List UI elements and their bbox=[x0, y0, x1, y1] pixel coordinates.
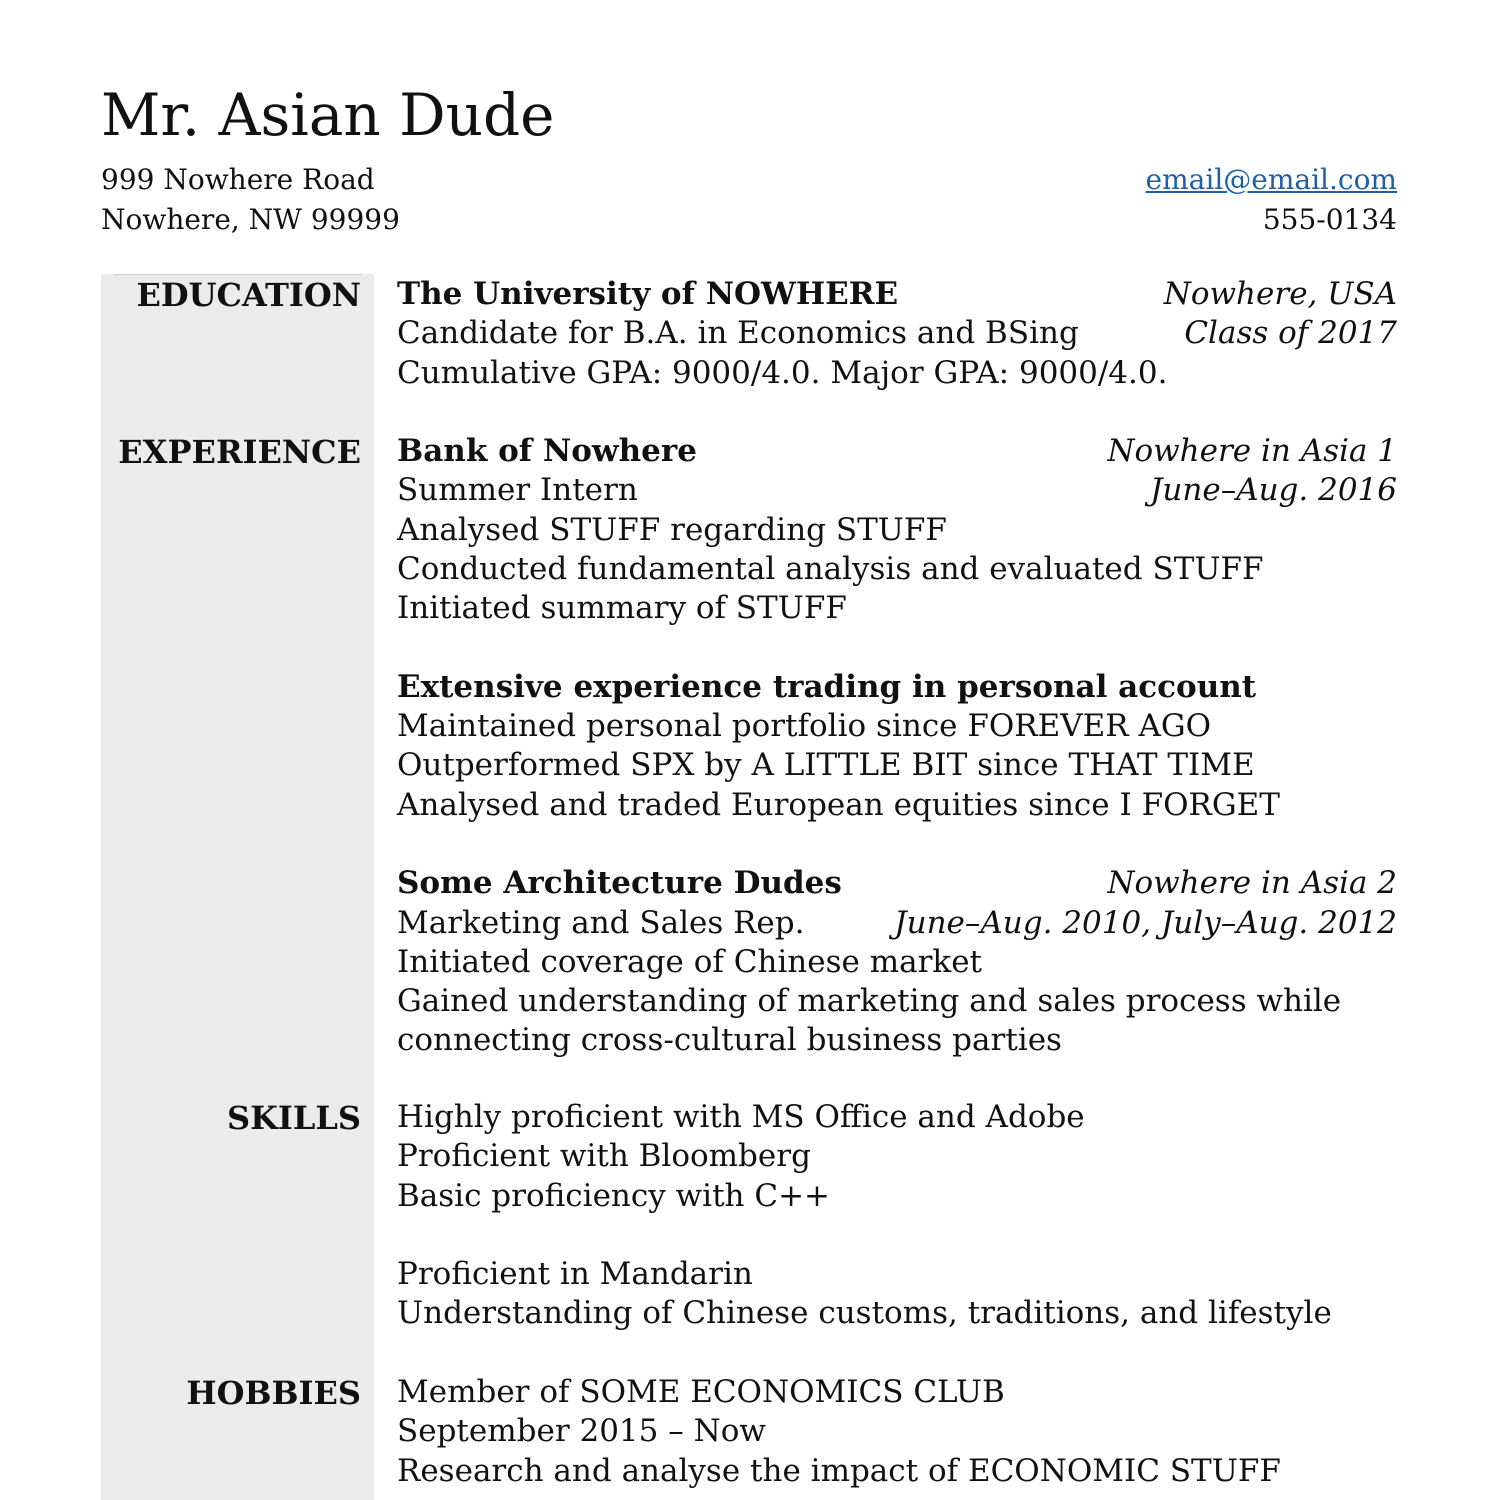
job-bullet: Initiated coverage of Chinese market bbox=[397, 943, 983, 980]
skill-item: Basic proficiency with C++ bbox=[397, 1177, 831, 1214]
hobby-item: September 2015 – Now bbox=[397, 1413, 766, 1450]
gpa: Cumulative GPA: 9000/4.0. Major GPA: 9000/4.0. bbox=[397, 354, 1168, 391]
job-bullet: Initiated summary of STUFF bbox=[397, 590, 847, 627]
job-location: Nowhere in Asia 1 bbox=[1107, 433, 1397, 469]
education-section bbox=[397, 275, 1397, 393]
skill-item: Understanding of Chinese customs, traditions, and lifestyle bbox=[397, 1295, 1332, 1332]
job-role: Marketing and Sales Rep. bbox=[397, 904, 805, 941]
job-location: Nowhere in Asia 2 bbox=[1107, 865, 1397, 902]
address-line-1: 999 Nowhere Road bbox=[101, 163, 375, 196]
job-company: Bank of Nowhere bbox=[397, 433, 697, 469]
job-bullet: Analysed STUFF regarding STUFF bbox=[397, 511, 947, 548]
education-heading: EDUCATION bbox=[136, 276, 361, 314]
class-year: Class of 2017 bbox=[1184, 315, 1397, 352]
job-bullet: Maintained personal portfolio since FOREVER AGO bbox=[397, 708, 1212, 745]
school-name: The University of NOWHERE bbox=[397, 276, 899, 312]
hobby-item: Member of SOME ECONOMICS CLUB bbox=[397, 1374, 1005, 1410]
hobby-item: Research and analyse the impact of ECONOMIC STUFF bbox=[397, 1452, 1281, 1489]
contact-block bbox=[1146, 160, 1397, 240]
job-bullet: Outperformed SPX by A LITTLE BIT since THAT TIME bbox=[397, 747, 1255, 784]
job-dates: June–Aug. 2010, July–Aug. 2012 bbox=[894, 904, 1397, 941]
skills-heading: SKILLS bbox=[227, 1099, 361, 1137]
job-bullet: connecting cross-cultural business parties bbox=[397, 1022, 1062, 1059]
job-dates: June–Aug. 2016 bbox=[1149, 472, 1397, 509]
address-line-2: Nowhere, NW 99999 bbox=[101, 203, 400, 236]
address-block bbox=[101, 160, 400, 240]
job-bullet: Gained understanding of marketing and sales process while bbox=[397, 983, 1342, 1020]
degree: Candidate for B.A. in Economics and BSing bbox=[397, 315, 1079, 352]
skills-section bbox=[397, 1098, 1397, 1334]
job-bullet: Analysed and traded European equities since I FORGET bbox=[397, 786, 1280, 823]
skill-item: Highly proficient with MS Office and Adobe bbox=[397, 1099, 1085, 1135]
job-role: Summer Intern bbox=[397, 472, 638, 509]
hobbies-heading: HOBBIES bbox=[186, 1374, 361, 1412]
phone-number: 555-0134 bbox=[1262, 203, 1397, 236]
skill-item: Proficient with Bloomberg bbox=[397, 1138, 811, 1175]
experience-heading: EXPERIENCE bbox=[118, 433, 361, 471]
job-company: Extensive experience trading in personal account bbox=[397, 668, 1257, 705]
candidate-name: Mr. Asian Dude bbox=[101, 81, 555, 149]
hobbies-section bbox=[397, 1373, 1397, 1491]
experience-section bbox=[397, 432, 1397, 1061]
job-bullet: Conducted fundamental analysis and evaluated STUFF bbox=[397, 550, 1264, 587]
job-company: Some Architecture Dudes bbox=[397, 865, 842, 902]
skill-item: Proficient in Mandarin bbox=[397, 1256, 753, 1293]
school-location: Nowhere, USA bbox=[1163, 276, 1397, 312]
email-link[interactable]: email@email.com bbox=[1145, 163, 1397, 196]
